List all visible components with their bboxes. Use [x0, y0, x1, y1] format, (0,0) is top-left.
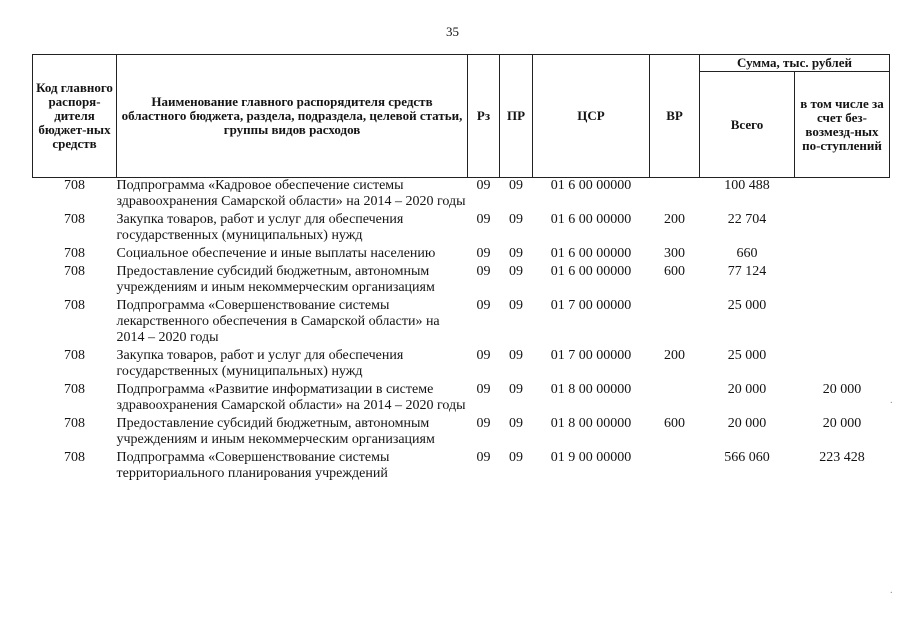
cell-pr: 09	[509, 416, 523, 431]
cell-total: 20 000	[727, 416, 767, 431]
page-number: 35	[446, 24, 459, 39]
cell-rz: 09	[476, 298, 491, 313]
cell-code: 708	[64, 178, 85, 193]
cell-rz: 09	[476, 264, 491, 279]
cell-vr	[650, 382, 700, 416]
cell-vr: 600	[664, 264, 685, 279]
cell-csr: 01 6 00 00000	[550, 264, 632, 279]
cell-name: Подпрограмма «Совершенствование системы лекарственного обеспечения в Самарской области» на 2014 – 2020 годы	[116, 298, 440, 345]
cell-total: 77 124	[727, 264, 767, 279]
table-row	[33, 298, 890, 348]
cell-code: 708	[64, 348, 85, 363]
cell-name: Подпрограмма «Совершенствование системы территориального планирования учреждений	[116, 450, 390, 481]
cell-pr: 09	[509, 298, 523, 313]
cell-vr: 200	[664, 348, 685, 363]
header-vr: ВР	[650, 55, 700, 178]
cell-code: 708	[64, 264, 85, 279]
cell-vr: 300	[664, 246, 685, 261]
header-code: Код главного распоря-дителя бюджет-ных средств	[33, 55, 117, 178]
cell-name: Предоставление субсидий бюджетным, автономным учреждениям и иным некоммерческим организациям	[116, 264, 435, 295]
cell-free: 223 428	[819, 450, 865, 465]
table-row	[33, 348, 890, 382]
cell-code: 708	[64, 298, 85, 313]
table-row	[33, 264, 890, 298]
cell-pr: 09	[509, 212, 523, 227]
cell-free	[795, 348, 890, 382]
header-pr: ПР	[500, 55, 533, 178]
cell-code: 708	[64, 212, 85, 227]
cell-free	[795, 264, 890, 298]
cell-name: Подпрограмма «Развитие информатизации в системе здравоохранения Самарской области» на 2014 – 2020 годы	[116, 382, 466, 413]
cell-rz: 09	[476, 246, 491, 261]
table-row	[33, 382, 890, 416]
cell-pr: 09	[509, 450, 523, 465]
cell-free	[795, 178, 890, 213]
table-row	[33, 450, 890, 484]
table-row	[33, 416, 890, 450]
cell-vr	[650, 178, 700, 213]
cell-pr: 09	[509, 178, 523, 193]
cell-free: 20 000	[822, 382, 862, 397]
cell-total: 660	[736, 246, 758, 261]
cell-vr	[650, 450, 700, 484]
margin-mark: ·	[889, 588, 893, 599]
cell-csr: 01 8 00 00000	[550, 382, 632, 397]
table-row	[33, 246, 890, 264]
cell-total: 22 704	[727, 212, 767, 227]
cell-total: 566 060	[724, 450, 770, 465]
cell-csr: 01 7 00 00000	[550, 298, 632, 313]
cell-free	[795, 212, 890, 246]
cell-vr	[650, 298, 700, 348]
cell-total: 100 488	[724, 178, 770, 193]
cell-csr: 01 8 00 00000	[550, 416, 632, 431]
cell-csr: 01 9 00 00000	[550, 450, 632, 465]
cell-csr: 01 6 00 00000	[550, 212, 632, 227]
cell-pr: 09	[509, 246, 523, 261]
cell-name: Социальное обеспечение и иные выплаты населению	[116, 246, 436, 261]
cell-pr: 09	[509, 264, 523, 279]
cell-code: 708	[64, 382, 85, 397]
cell-pr: 09	[509, 382, 523, 397]
cell-name: Закупка товаров, работ и услуг для обеспечения государственных (муниципальных) нужд	[116, 212, 404, 243]
cell-rz: 09	[476, 348, 491, 363]
cell-vr: 200	[664, 212, 685, 227]
cell-total: 20 000	[727, 382, 767, 397]
cell-name: Подпрограмма «Кадровое обеспечение системы здравоохранения Самарской области» на 2014 – 2020 годы	[116, 178, 466, 209]
budget-table	[32, 54, 890, 484]
cell-name: Предоставление субсидий бюджетным, автономным учреждениям и иным некоммерческим организациям	[116, 416, 435, 447]
cell-code: 708	[64, 246, 85, 261]
cell-rz: 09	[476, 212, 491, 227]
cell-csr: 01 6 00 00000	[550, 246, 632, 261]
table-row	[33, 212, 890, 246]
cell-code: 708	[64, 416, 85, 431]
cell-rz: 09	[476, 450, 491, 465]
cell-rz: 09	[476, 178, 491, 193]
cell-name: Закупка товаров, работ и услуг для обеспечения государственных (муниципальных) нужд	[116, 348, 404, 379]
header-name: Наименование главного распорядителя средств областного бюджета, раздела, подраздела, целевой статьи, группы видов расходов	[117, 55, 468, 178]
header-free: в том числе за счет без-возмезд-ных по-ступлений	[795, 72, 890, 178]
cell-free	[795, 298, 890, 348]
cell-rz: 09	[476, 382, 491, 397]
cell-code: 708	[64, 450, 85, 465]
cell-free	[795, 246, 890, 264]
cell-pr: 09	[509, 348, 523, 363]
header-csr: ЦСР	[533, 55, 650, 178]
cell-vr: 600	[664, 416, 685, 431]
header-sum-group: Сумма, тыс. рублей	[700, 55, 890, 72]
table-row	[33, 178, 890, 213]
header-rz: Рз	[468, 55, 500, 178]
cell-total: 25 000	[727, 348, 767, 363]
cell-csr: 01 6 00 00000	[550, 178, 632, 193]
cell-free: 20 000	[822, 416, 862, 431]
cell-csr: 01 7 00 00000	[550, 348, 632, 363]
cell-total: 25 000	[727, 298, 767, 313]
header-total: Всего	[700, 72, 795, 178]
margin-mark: ·	[889, 398, 893, 409]
cell-rz: 09	[476, 416, 491, 431]
